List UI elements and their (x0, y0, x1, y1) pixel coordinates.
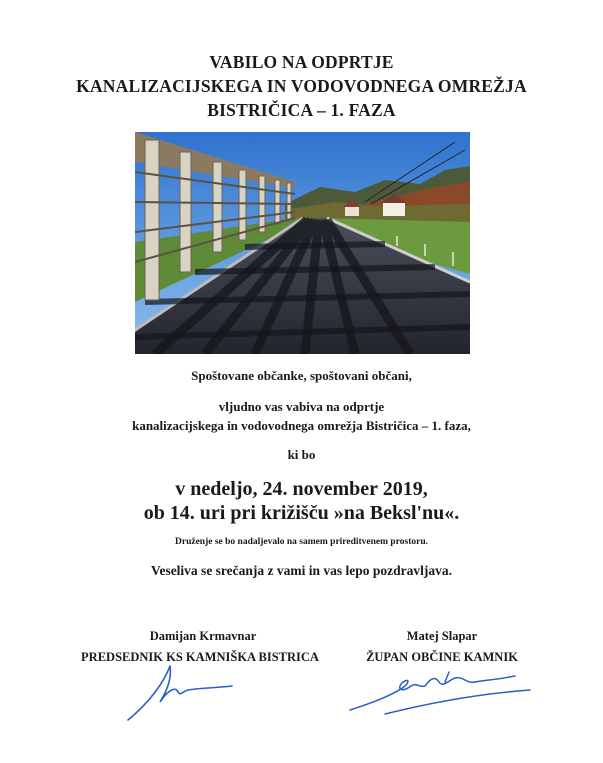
title-line-3: BISTRIČICA – 1. FAZA (207, 100, 396, 120)
greeting-text: Spoštovane občanke, spoštovani občani, (191, 368, 412, 383)
left-signature (120, 662, 240, 724)
ki-bo-text: ki bo (287, 447, 316, 462)
invite-text-line-2: kanalizacijskega in vodovodnega omrežja Bistričica – 1. faza, (132, 418, 471, 433)
right-signature (345, 668, 535, 716)
road-photo (135, 132, 470, 354)
right-signatory-name: Matej Slapar (406, 629, 478, 643)
right-signatory-title: ŽUPAN OBČINE KAMNIK (366, 650, 518, 664)
event-date-line-2: ob 14. uri pri križišču »na Beksl'nu«. (143, 502, 460, 524)
title-line-1: VABILO NA ODPRTJE (209, 52, 394, 72)
event-note: Druženje se bo nadaljevalo na samem prireditvenem prostoru. (175, 537, 428, 547)
left-signatory-title: PREDSEDNIK KS KAMNIŠKA BISTRICA (81, 650, 319, 664)
invitation-title (0, 50, 603, 122)
farewell-text: Veseliva se srečanja z vami in vas lepo pozdravljava. (150, 563, 453, 578)
title-line-2: KANALIZACIJSKEGA IN VODOVODNEGA OMREŽJA (76, 76, 527, 96)
invite-text-line-1: vljudno vas vabiva na odprtje (218, 399, 385, 414)
event-date-line-1: v nedeljo, 24. november 2019, (175, 478, 428, 500)
left-signatory-name: Damijan Krmavnar (149, 629, 257, 643)
